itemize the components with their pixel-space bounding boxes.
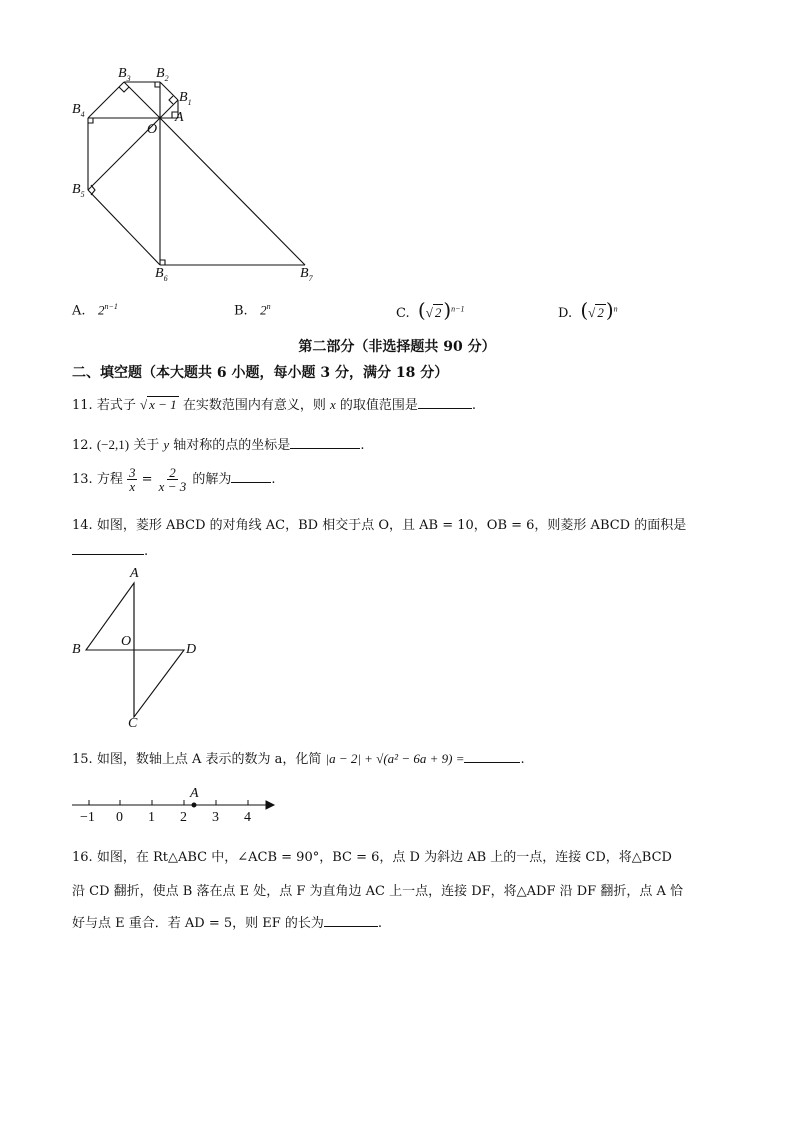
tick-label-3: 3: [212, 810, 219, 825]
label-B6: $B_6$: [155, 266, 168, 283]
part2-title: 第二部分（非选择题共 90 分）: [298, 339, 496, 355]
option-c[interactable]: C. (√ 2 )$^{n-1}$: [396, 298, 465, 322]
rhombus-label-C: C: [128, 716, 138, 731]
tick-label-0: 0: [116, 810, 123, 825]
question-16-line1: 16. 如图，在 Rt△ABC 中，∠ACB = 90°，BC = 6，点 D 为斜边 AB 上的一点，连接 CD，将△BCD: [72, 850, 672, 865]
label-B2: $B_2$: [156, 66, 169, 83]
rhombus-label-B: B: [72, 642, 81, 657]
rhombus-label-O: O: [121, 634, 132, 649]
question-14: 14. 如图，菱形 ABCD 的对角线 AC，BD 相交于点 O，且 AB = 10，OB = 6，则菱形 ABCD 的面积是: [72, 518, 687, 533]
question-12: 12. (−2,1) 关于 y 轴对称的点的坐标是 .: [72, 437, 365, 453]
answer-blank-16[interactable]: [324, 914, 378, 927]
label-B5: $B_5$: [72, 182, 85, 199]
label-B4: $B_4$: [72, 102, 85, 119]
numberline-point-A: A: [190, 786, 199, 801]
label-O: O: [147, 122, 158, 137]
tick-label-4: 4: [244, 810, 251, 825]
tick-label-1: 1: [148, 810, 155, 825]
tick-label-2: 2: [180, 810, 187, 825]
option-d[interactable]: D. (√ 2 )$^n$: [558, 298, 618, 322]
rhombus-label-A: A: [130, 566, 139, 581]
option-a[interactable]: A. $2^{n-1}$: [72, 302, 118, 319]
label-B1: $B_1$: [179, 90, 192, 107]
question-16-line3: 好与点 E 重合．若 AD = 5，则 EF 的长为 .: [72, 916, 383, 931]
question-13: 13. 方程 $\frac{3}{x}$ = $\frac{2}{x - 3}$ 的解为 .: [72, 465, 276, 494]
question-11: 11. 若式子 √ x − 1 在实数范围内有意义，则 x 的取值范围是 .: [72, 397, 477, 413]
fraction-3-over-x: $\frac{3}{x}$: [128, 465, 136, 494]
label-A: A: [175, 110, 184, 125]
tick-label-neg1: −1: [80, 810, 95, 825]
question-16-line2: 沿 CD 翻折，使点 B 落在点 E 处，点 F 为直角边 AC 上一点，连接 DF，将△ADF 沿 DF 翻折，点 A 恰: [72, 884, 683, 899]
section2-title: 二、填空题（本大题共 6 小题，每小题 3 分，满分 18 分）: [72, 365, 449, 381]
question-14-blank-line: .: [72, 542, 148, 559]
question-15: 15. 如图，数轴上点 A 表示的数为 a，化简 |a − 2| + √(a² − 6a + 9) = .: [72, 751, 525, 767]
fraction-2-over-x-minus-3: $\frac{2}{x - 3}$: [158, 465, 187, 494]
rhombus-label-D: D: [186, 642, 197, 657]
option-b[interactable]: B. 2$^n$: [234, 302, 271, 319]
label-B7: $B_7$: [300, 266, 313, 283]
label-B3: $B_3$: [118, 66, 131, 83]
